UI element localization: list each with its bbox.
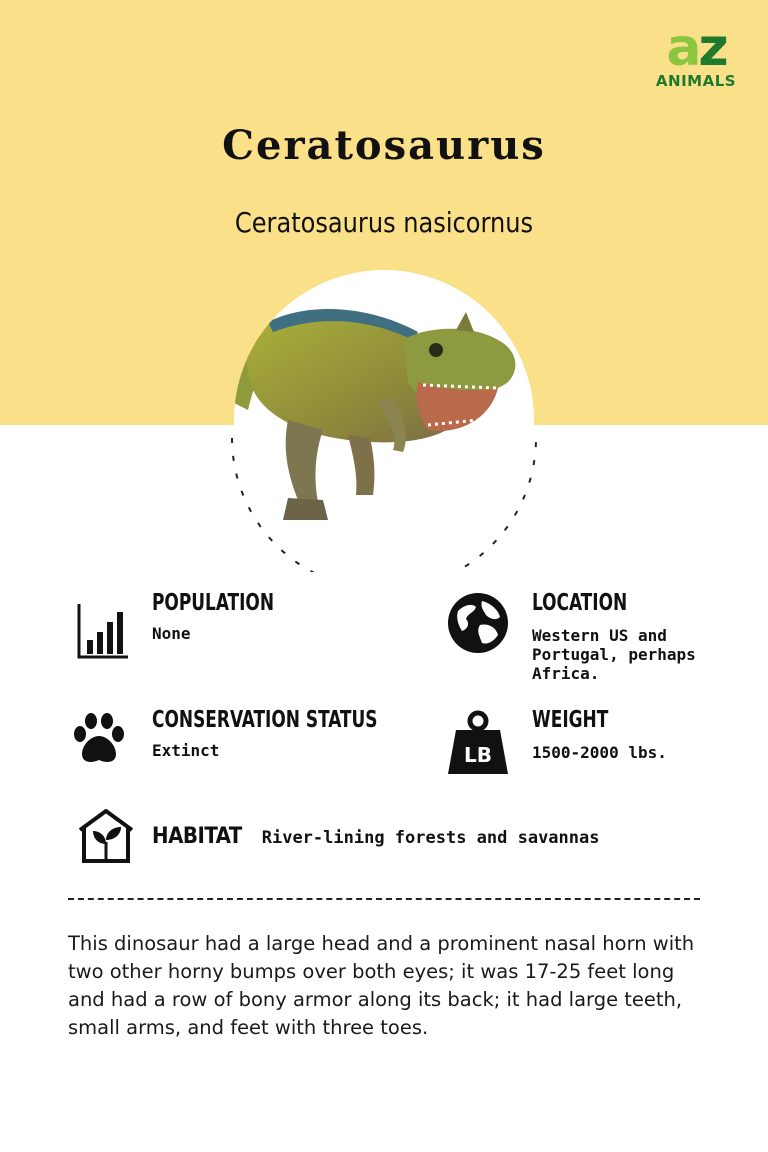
- logo-text: ANIMALS: [655, 72, 737, 90]
- fact-weight: [532, 707, 667, 762]
- conservation-status-value: Extinct: [152, 741, 220, 760]
- weight-lb-icon: [446, 710, 510, 776]
- paw-print-icon: [72, 712, 126, 766]
- scientific-name: Ceratosaurus nasicornus: [234, 206, 534, 239]
- weight-value: 1500-2000 lbs.: [532, 743, 667, 762]
- fact-conservation-status: [152, 707, 427, 760]
- description-text: This dinosaur had a large head and a prominent nasal horn with two other horny bumps over both eyes; it was 17-25 feet long and had a row of bony armor along its back; it had large teeth, small arms, and feet with three toes.: [68, 932, 695, 1039]
- section-divider: [68, 898, 700, 900]
- weight-label: WEIGHT: [532, 707, 609, 733]
- house-plant-icon: [76, 808, 136, 864]
- conservation-status-label: CONSERVATION STATUS: [152, 707, 378, 733]
- habitat-value: River-lining forests and savannas: [261, 828, 600, 848]
- fact-population: [152, 590, 301, 643]
- fact-location: [532, 590, 696, 683]
- fact-habitat: [152, 824, 600, 849]
- location-label: LOCATION: [532, 590, 628, 616]
- location-line-2: Portugal, perhaps: [532, 645, 696, 664]
- location-line-1: Western US and: [532, 626, 667, 645]
- dinosaur-photo: [228, 270, 540, 572]
- population-label: POPULATION: [152, 590, 275, 616]
- globe-icon: [446, 591, 510, 655]
- location-value: [532, 626, 696, 683]
- animal-title: Ceratosaurus: [222, 122, 546, 169]
- location-line-3: Africa.: [532, 664, 600, 683]
- population-value: None: [152, 624, 191, 643]
- bar-chart-icon: [76, 602, 130, 660]
- az-animals-logo[interactable]: [646, 18, 746, 98]
- logo-mark: az: [666, 18, 726, 78]
- habitat-label: HABITAT: [152, 824, 242, 849]
- weight-icon-text: LB: [464, 743, 492, 767]
